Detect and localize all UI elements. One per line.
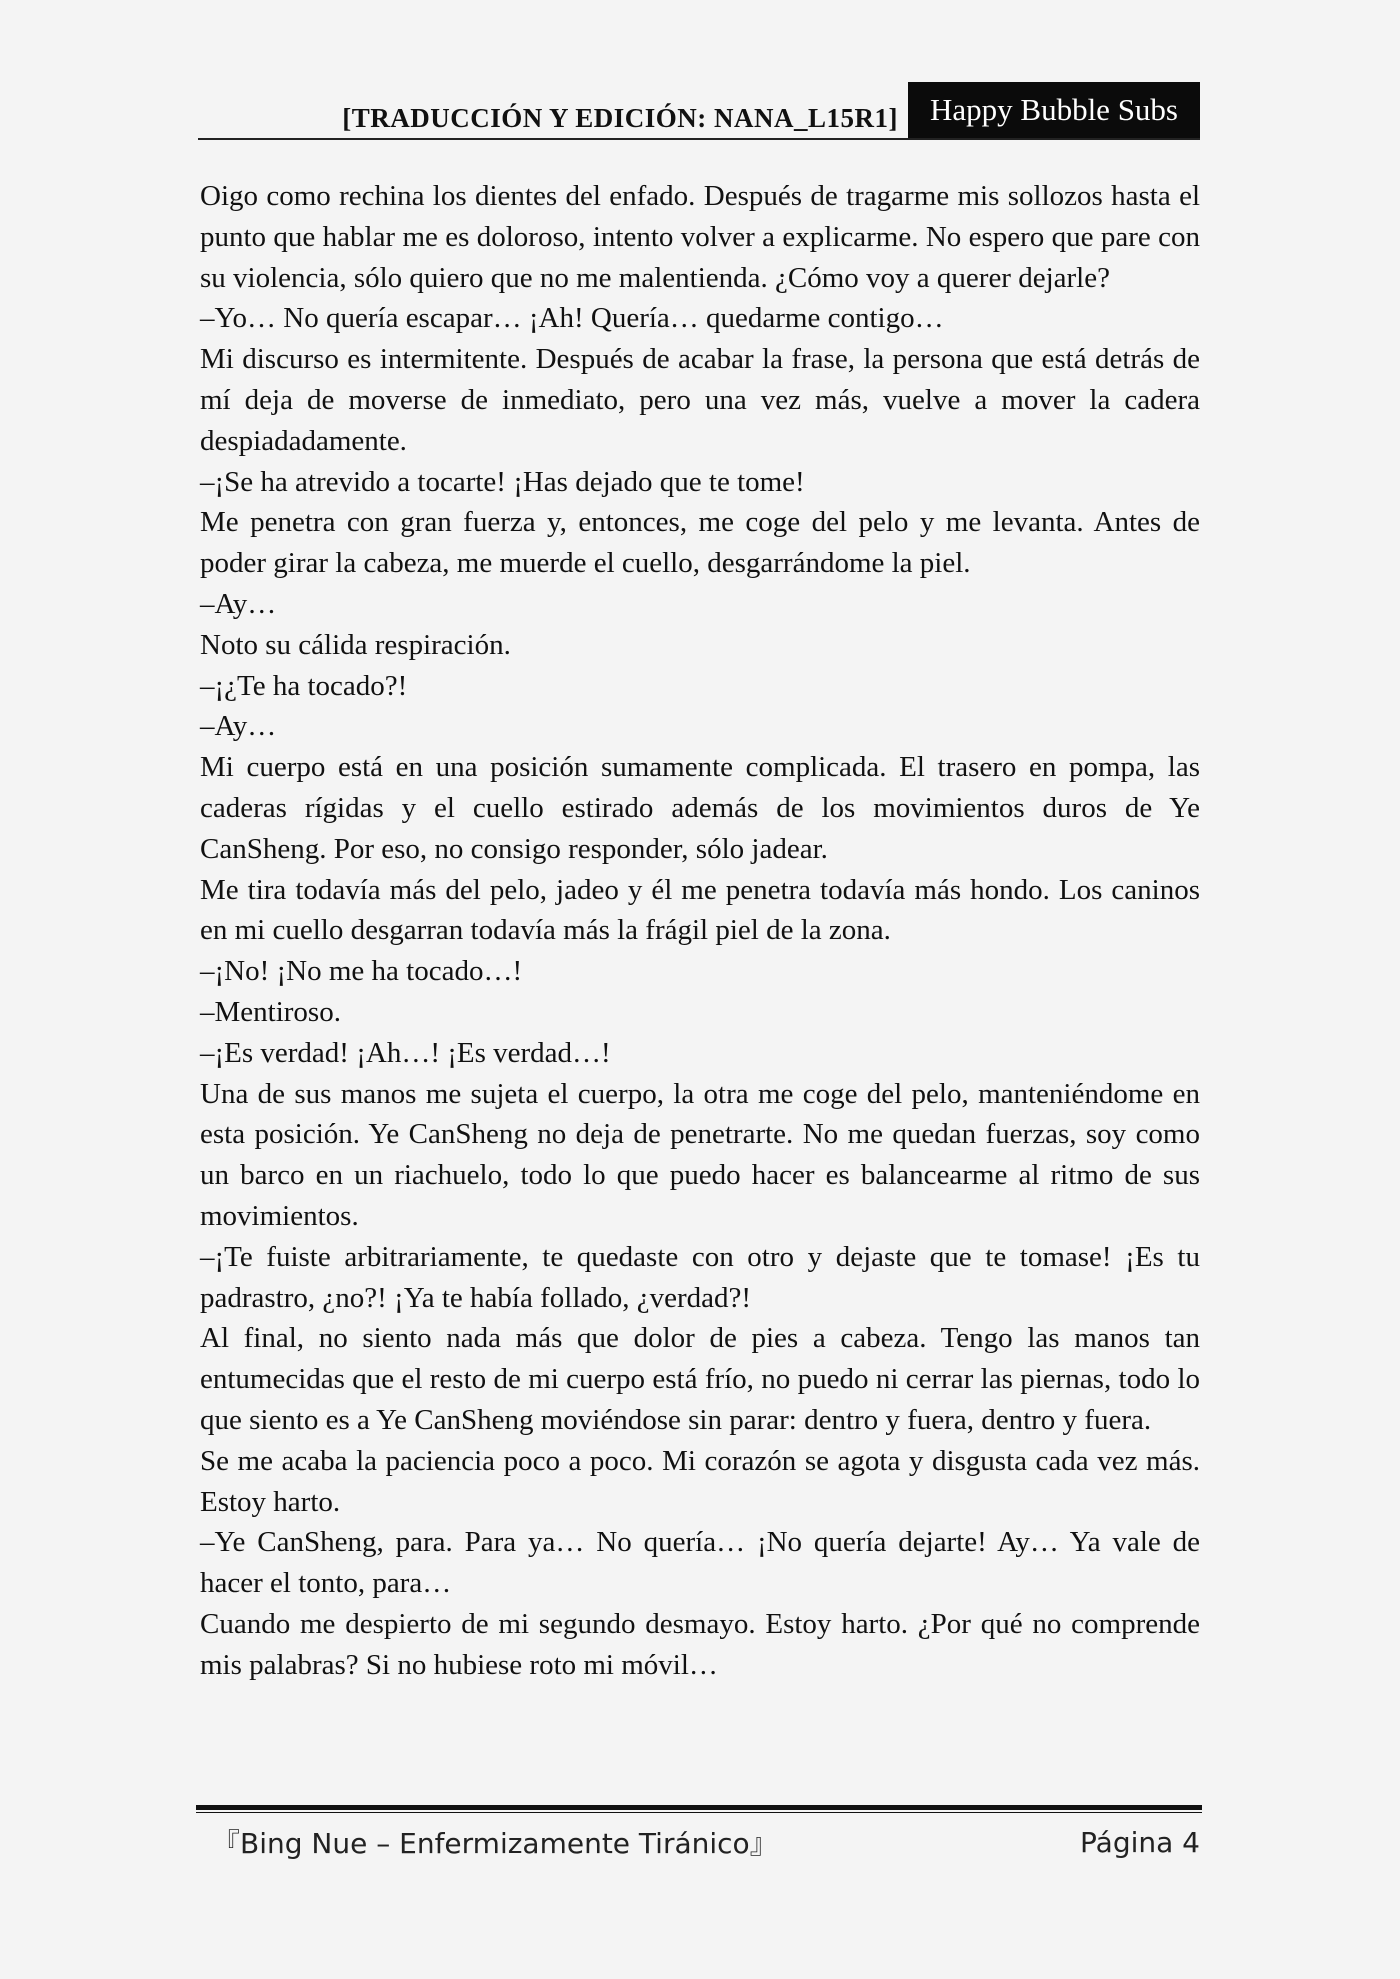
paragraph: –Mentiroso.: [200, 995, 341, 1028]
page-footer: [212, 1820, 1200, 1864]
paragraph: Oigo como rechina los dientes del enfado. Después de tragarme mis sollozos hasta el punto que hablar me es doloroso, intento volver a explicarme. No espero que pare con su violencia, sólo quiero que no me malentienda. ¿Cómo voy a querer dejarle?: [200, 180, 1200, 294]
paragraph: Me penetra con gran fuerza y, entonces, me coge del pelo y me levanta. Antes de poder girar la cabeza, me muerde el cuello, desgarrándome la piel.: [200, 506, 1200, 580]
paragraph: –¡Se ha atrevido a tocarte! ¡Has dejado que te tome!: [200, 465, 805, 498]
paragraph: –¡Es verdad! ¡Ah…! ¡Es verdad…!: [200, 1036, 611, 1069]
paragraph: Mi cuerpo está en una posición sumamente complicada. El trasero en pompa, las caderas rígidas y el cuello estirado además de los movimientos duros de Ye CanSheng. Por eso, no consigo responder, sólo jadear.: [200, 751, 1200, 865]
paragraph: –Ay…: [200, 587, 277, 620]
footer-divider: [196, 1805, 1202, 1810]
paragraph: –Ay…: [200, 710, 277, 743]
paragraph: Noto su cálida respiración.: [200, 628, 511, 661]
paragraph: Se me acaba la paciencia poco a poco. Mi corazón se agota y disgusta cada vez más. Estoy harto.: [200, 1444, 1200, 1518]
book-title: 『Bing Nue – Enfermizamente Tiránico』: [212, 1827, 778, 1860]
page-header: [198, 82, 1200, 140]
paragraph: –Yo… No quería escapar… ¡Ah! Quería… quedarme contigo…: [200, 302, 944, 335]
paragraph: Mi discurso es intermitente. Después de acabar la frase, la persona que está detrás de mí deja de moverse de inmediato, pero una vez más, vuelve a mover la cadera despiadadamente.: [200, 343, 1200, 457]
paragraph: Cuando me despierto de mi segundo desmayo. Estoy harto. ¿Por qué no comprende mis palabras? Si no hubiese roto mi móvil…: [200, 1607, 1200, 1681]
page-number: Página 4: [1080, 1825, 1200, 1859]
paragraph: –¡¿Te ha tocado?!: [200, 669, 408, 702]
body-text: [200, 176, 1200, 1685]
paragraph: Una de sus manos me sujeta el cuerpo, la otra me coge del pelo, manteniéndome en esta posición. Ye CanSheng no deja de penetrarte. No me quedan fuerzas, soy como un barco en un riachuelo, todo lo que puedo hacer es balancearme al ritmo de sus movimientos.: [200, 1077, 1200, 1232]
paragraph: Al final, no siento nada más que dolor de pies a cabeza. Tengo las manos tan entumecidas que el resto de mi cuerpo está frío, no puedo ni cerrar las piernas, todo lo que siento es a Ye CanSheng moviéndose sin parar: dentro y fuera, dentro y fuera.: [200, 1322, 1200, 1436]
footer-divider-thin: [196, 1812, 1202, 1813]
paragraph: –Ye CanSheng, para. Para ya… No quería… ¡No quería dejarte! Ay… Ya vale de hacer el tonto, para…: [200, 1526, 1200, 1600]
paragraph: –¡Te fuiste arbitrariamente, te quedaste con otro y dejaste que te tomase! ¡Es tu padrastro, ¿no?! ¡Ya te había follado, ¿verdad?!: [200, 1240, 1200, 1314]
paragraph: Me tira todavía más del pelo, jadeo y él me penetra todavía más hondo. Los caninos en mi cuello desgarran todavía más la frágil piel de la zona.: [200, 873, 1200, 947]
translation-credit: [TRADUCCIÓN Y EDICIÓN: NANA_L15R1]: [342, 103, 898, 133]
paragraph: –¡No! ¡No me ha tocado…!: [200, 955, 523, 988]
group-brand-label: Happy Bubble Subs: [908, 82, 1200, 138]
